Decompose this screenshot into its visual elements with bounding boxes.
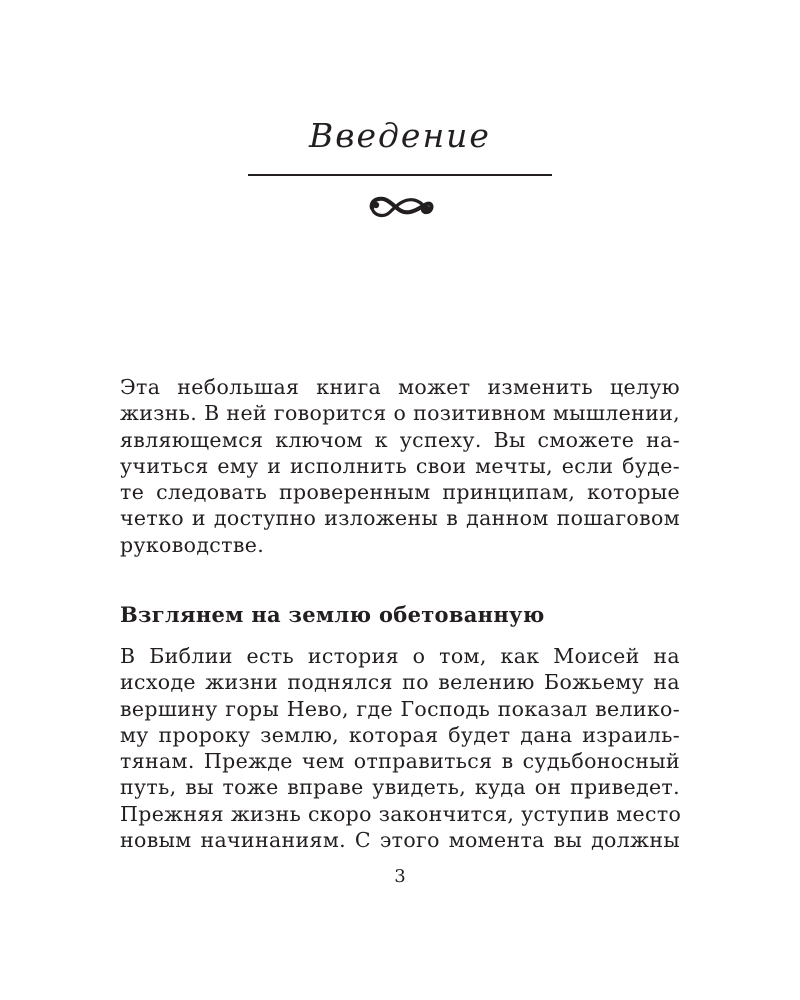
section-paragraph	[120, 643, 680, 853]
section-line: путь, вы тоже вправе увидеть, куда он приведет.	[120, 775, 680, 800]
intro-line: являющемся ключом к успеху. Вы сможете на-	[120, 427, 680, 452]
intro-line: четко и доступно изложены в данном пошаговом	[120, 506, 680, 531]
intro-line: те следовать проверенным принципам, которые	[120, 480, 680, 505]
section-line: новым начинаниям. С этого момента вы должны	[120, 828, 680, 853]
page-number: 3	[394, 866, 406, 887]
intro-paragraph	[120, 374, 680, 558]
title-divider	[248, 174, 552, 176]
intro-line: руководстве.	[120, 532, 265, 557]
intro-line: учиться ему и исполнить свои мечты, если буде-	[120, 453, 680, 478]
section-line: исходе жизни поднялся по велению Божьему на	[120, 670, 680, 695]
chapter-title: Введение	[309, 116, 491, 155]
section-line: му пророку землю, которая будет дана израиль-	[120, 722, 680, 747]
section-heading: Взглянем на землю обетованную	[120, 602, 545, 627]
intro-line: Эта небольшая книга может изменить целую	[120, 375, 680, 399]
intro-line: жизнь. В ней говорится о позитивном мышлении,	[120, 401, 680, 426]
flourish-ornament-icon	[366, 190, 434, 224]
section-line: В Библии есть история о том, как Моисей на	[120, 644, 680, 668]
section-line: тянам. Прежде чем отправиться в судьбоносный	[120, 749, 680, 774]
section-line: Прежняя жизнь скоро закончится, уступив место	[120, 801, 682, 826]
section-line: вершину горы Нево, где Господь показал велико-	[120, 696, 680, 721]
